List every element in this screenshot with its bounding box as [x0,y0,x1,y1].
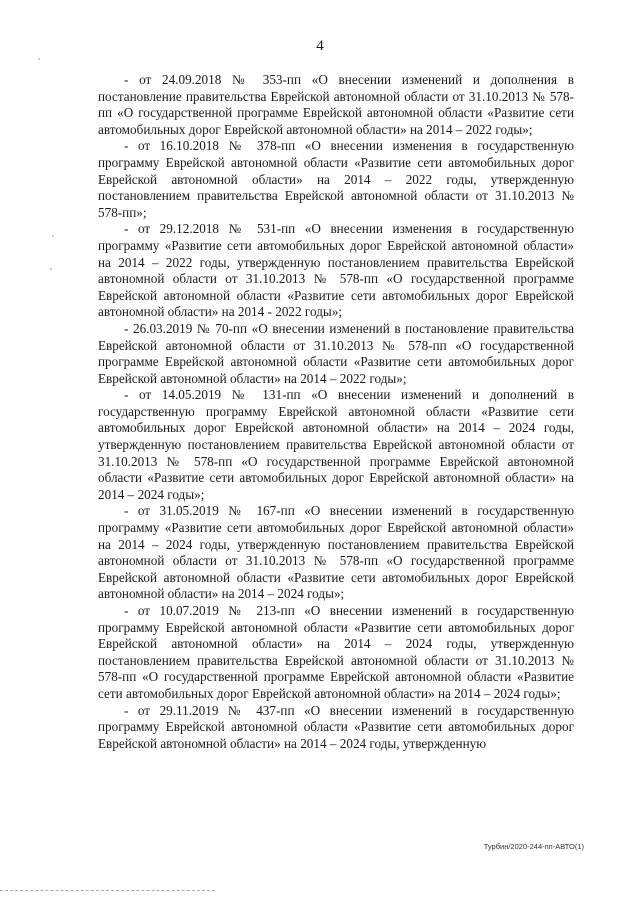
paragraph: - от 31.05.2019 № 167-пп «О внесении изменений в государственную программу «Развитие сети автомобильных дорог Еврейской автономной области» на 2014 – 2024 годы, утвержденную постановлением правительства Еврейской автономной области от 31.10.2013 № 578-пп «О государственной программе Еврейской автономной области «Развитие сети автомобильных дорог Еврейской автономной области» на 2014 – 2024 годы»; [98,503,574,602]
paragraph: - от 16.10.2018 № 378-пп «О внесении изменения в государственную программу Еврейской автономной области «Развитие сети автомобильных дорог Еврейской автономной области» на 2014 – 2022 годы, утвержденную постановлением правительства Еврейской автономной области от 31.10.2013 № 578-пп»; [98,138,574,220]
paragraph: - 26.03.2019 № 70-пп «О внесении изменений в постановление правительства Еврейской автономной области от 31.10.2013 № 578-пп «О государственной программе Еврейской автономной области «Развитие сети автомобильных дорог Еврейской автономной области» на 2014 – 2022 годы»; [98,320,574,386]
scan-artifact-line [0,890,215,892]
page-number: 4 [316,38,324,54]
paragraph: - от 29.11.2019 № 437-пп «О внесении изменений в государственную программу Еврейской автономной области «Развитие сети автомобильных дорог Еврейской автономной области» на 2014 – 2024 годы, утвержденную [98,702,574,751]
footer-code: Турбин/2020-244-пп-АВТО(1) [483,842,584,851]
scan-artifact-dot [38,58,40,60]
paragraph: - от 10.07.2019 № 213-пп «О внесении изменений в государственную программу Еврейской автономной области «Развитие сети автомобильных дорог Еврейской автономной области» на 2014 – 2024 годы, утвержденную постановлением правительства Еврейской автономной области от 31.10.2013 № 578-пп «О государственной программе Еврейской автономной области «Развитие сети автомобильных дорог Еврейской автономной области» на 2014 – 2024 годы»; [98,603,574,701]
document-body [98,72,574,752]
paragraph: - от 29.12.2018 № 531-пп «О внесении изменения в государственную программу «Развитие сети автомобильных дорог Еврейской автономной области» на 2014 – 2022 годы, утвержденную постановлением правительства Еврейской автономной области от 31.10.2013 № 578-пп «О государственной программе Еврейской автономной области «Развитие сети автомобильных дорог Еврейской автономной области» на 2014 - 2022 годы»; [98,221,574,320]
scan-artifact-dot [52,235,54,237]
scan-artifact-dot [50,268,52,270]
paragraph: - от 24.09.2018 № 353-пп «О внесении изменений и дополнения в постановление правительства Еврейской автономной области от 31.10.2013 № 578-пп «О государственной программе Еврейской автономной области «Развитие сети автомобильных дорог Еврейской автономной области» на 2014 – 2022 годы»; [98,72,574,137]
paragraph: - от 14.05.2019 № 131-пп «О внесении изменений и дополнений в государственную программу Еврейской автономной области «Развитие сети автомобильных дорог Еврейской автономной области» на 2014 – 2024 годы, утвержденную постановлением правительства Еврейской автономной области от 31.10.2013 № 578-пп «О государственной программе Еврейской автономной области «Развитие сети автомобильных дорог Еврейской автономной области» на 2014 – 2024 годы»; [98,387,574,502]
